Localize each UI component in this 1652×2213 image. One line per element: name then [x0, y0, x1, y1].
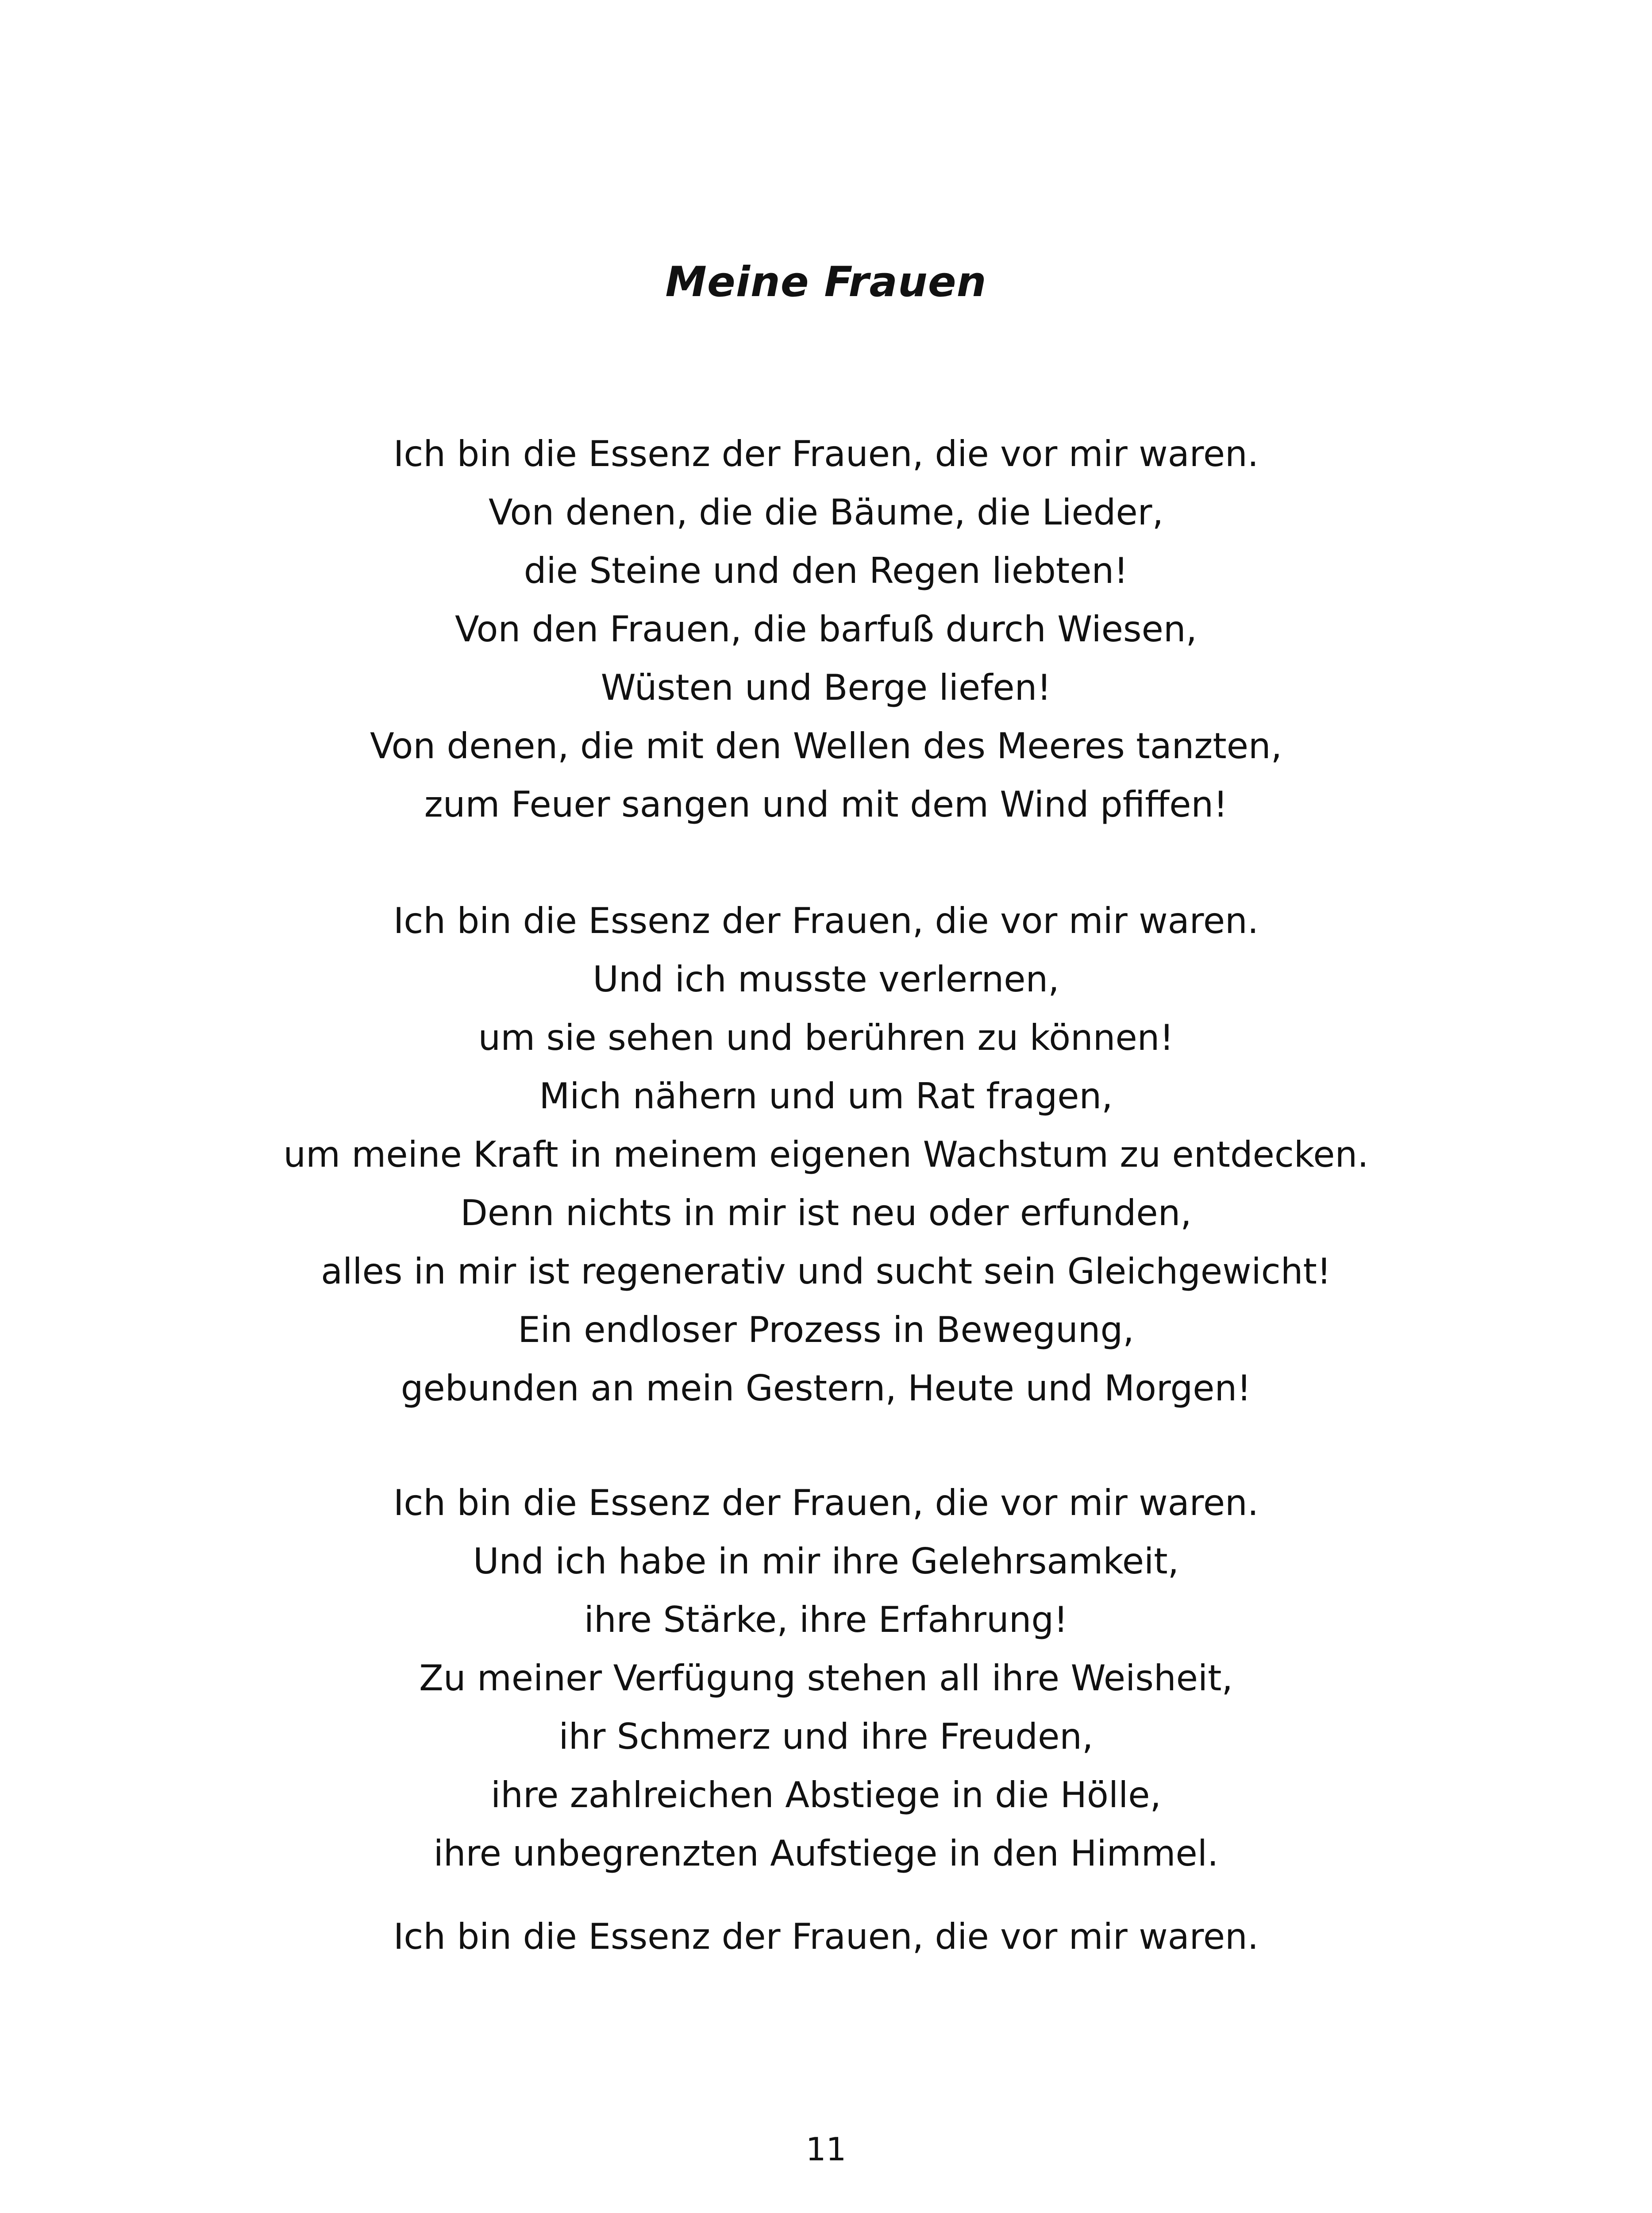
poem-line: Von den Frauen, die barfuß durch Wiesen, [455, 609, 1197, 650]
poem-line: Ich bin die Essenz der Frauen, die vor mir waren. [393, 433, 1259, 474]
poem-line: Wüsten und Berge liefen! [601, 667, 1051, 708]
stanza-1 [0, 425, 1652, 834]
poem-line: Ich bin die Essenz der Frauen, die vor mir waren. [393, 1482, 1259, 1523]
page-number: 11 [805, 2131, 847, 2168]
poem-line: Ich bin die Essenz der Frauen, die vor mir waren. [393, 900, 1259, 941]
poem-line: um sie sehen und berühren zu können! [478, 1017, 1174, 1058]
poem-title: Meine Frauen [665, 258, 987, 306]
stanza-2 [0, 892, 1652, 1418]
poem-line: gebunden an mein Gestern, Heute und Morgen! [400, 1368, 1252, 1409]
poem-line: Von denen, die mit den Wellen des Meeres tanzten, [370, 725, 1282, 767]
poem-line: die Steine und den Regen liebten! [524, 550, 1128, 591]
poem-line: Ein endloser Prozess in Bewegung, [518, 1309, 1134, 1350]
poem-line: Und ich habe in mir ihre Gelehrsamkeit, [473, 1541, 1179, 1582]
poem-line: ihre zahlreichen Abstiege in die Hölle, [491, 1774, 1161, 1816]
poem-line: Zu meiner Verfügung stehen all ihre Weisheit, [419, 1658, 1233, 1699]
poem-line: ihr Schmerz und ihre Freuden, [558, 1716, 1094, 1757]
poem-line: ihre Stärke, ihre Erfahrung! [584, 1599, 1068, 1640]
poem-line: um meine Kraft in meinem eigenen Wachstum zu entdecken. [283, 1134, 1369, 1175]
poem-line: Und ich musste verlernen, [593, 959, 1059, 1000]
poem-line: zum Feuer sangen und mit dem Wind pfiffen! [424, 784, 1228, 825]
stanza-4 [0, 1908, 1652, 1966]
stanza-3 [0, 1474, 1652, 1883]
poem-line: Denn nichts in mir ist neu oder erfunden, [460, 1192, 1192, 1234]
poem-line: Von denen, die die Bäume, die Lieder, [489, 492, 1163, 533]
poem-line: Mich nähern und um Rat fragen, [539, 1076, 1113, 1117]
poem-line: alles in mir ist regenerativ und sucht sein Gleichgewicht! [321, 1251, 1331, 1292]
poem-line: ihre unbegrenzten Aufstiege in den Himmel. [433, 1833, 1219, 1874]
poem-line: Ich bin die Essenz der Frauen, die vor mir waren. [393, 1916, 1259, 1957]
